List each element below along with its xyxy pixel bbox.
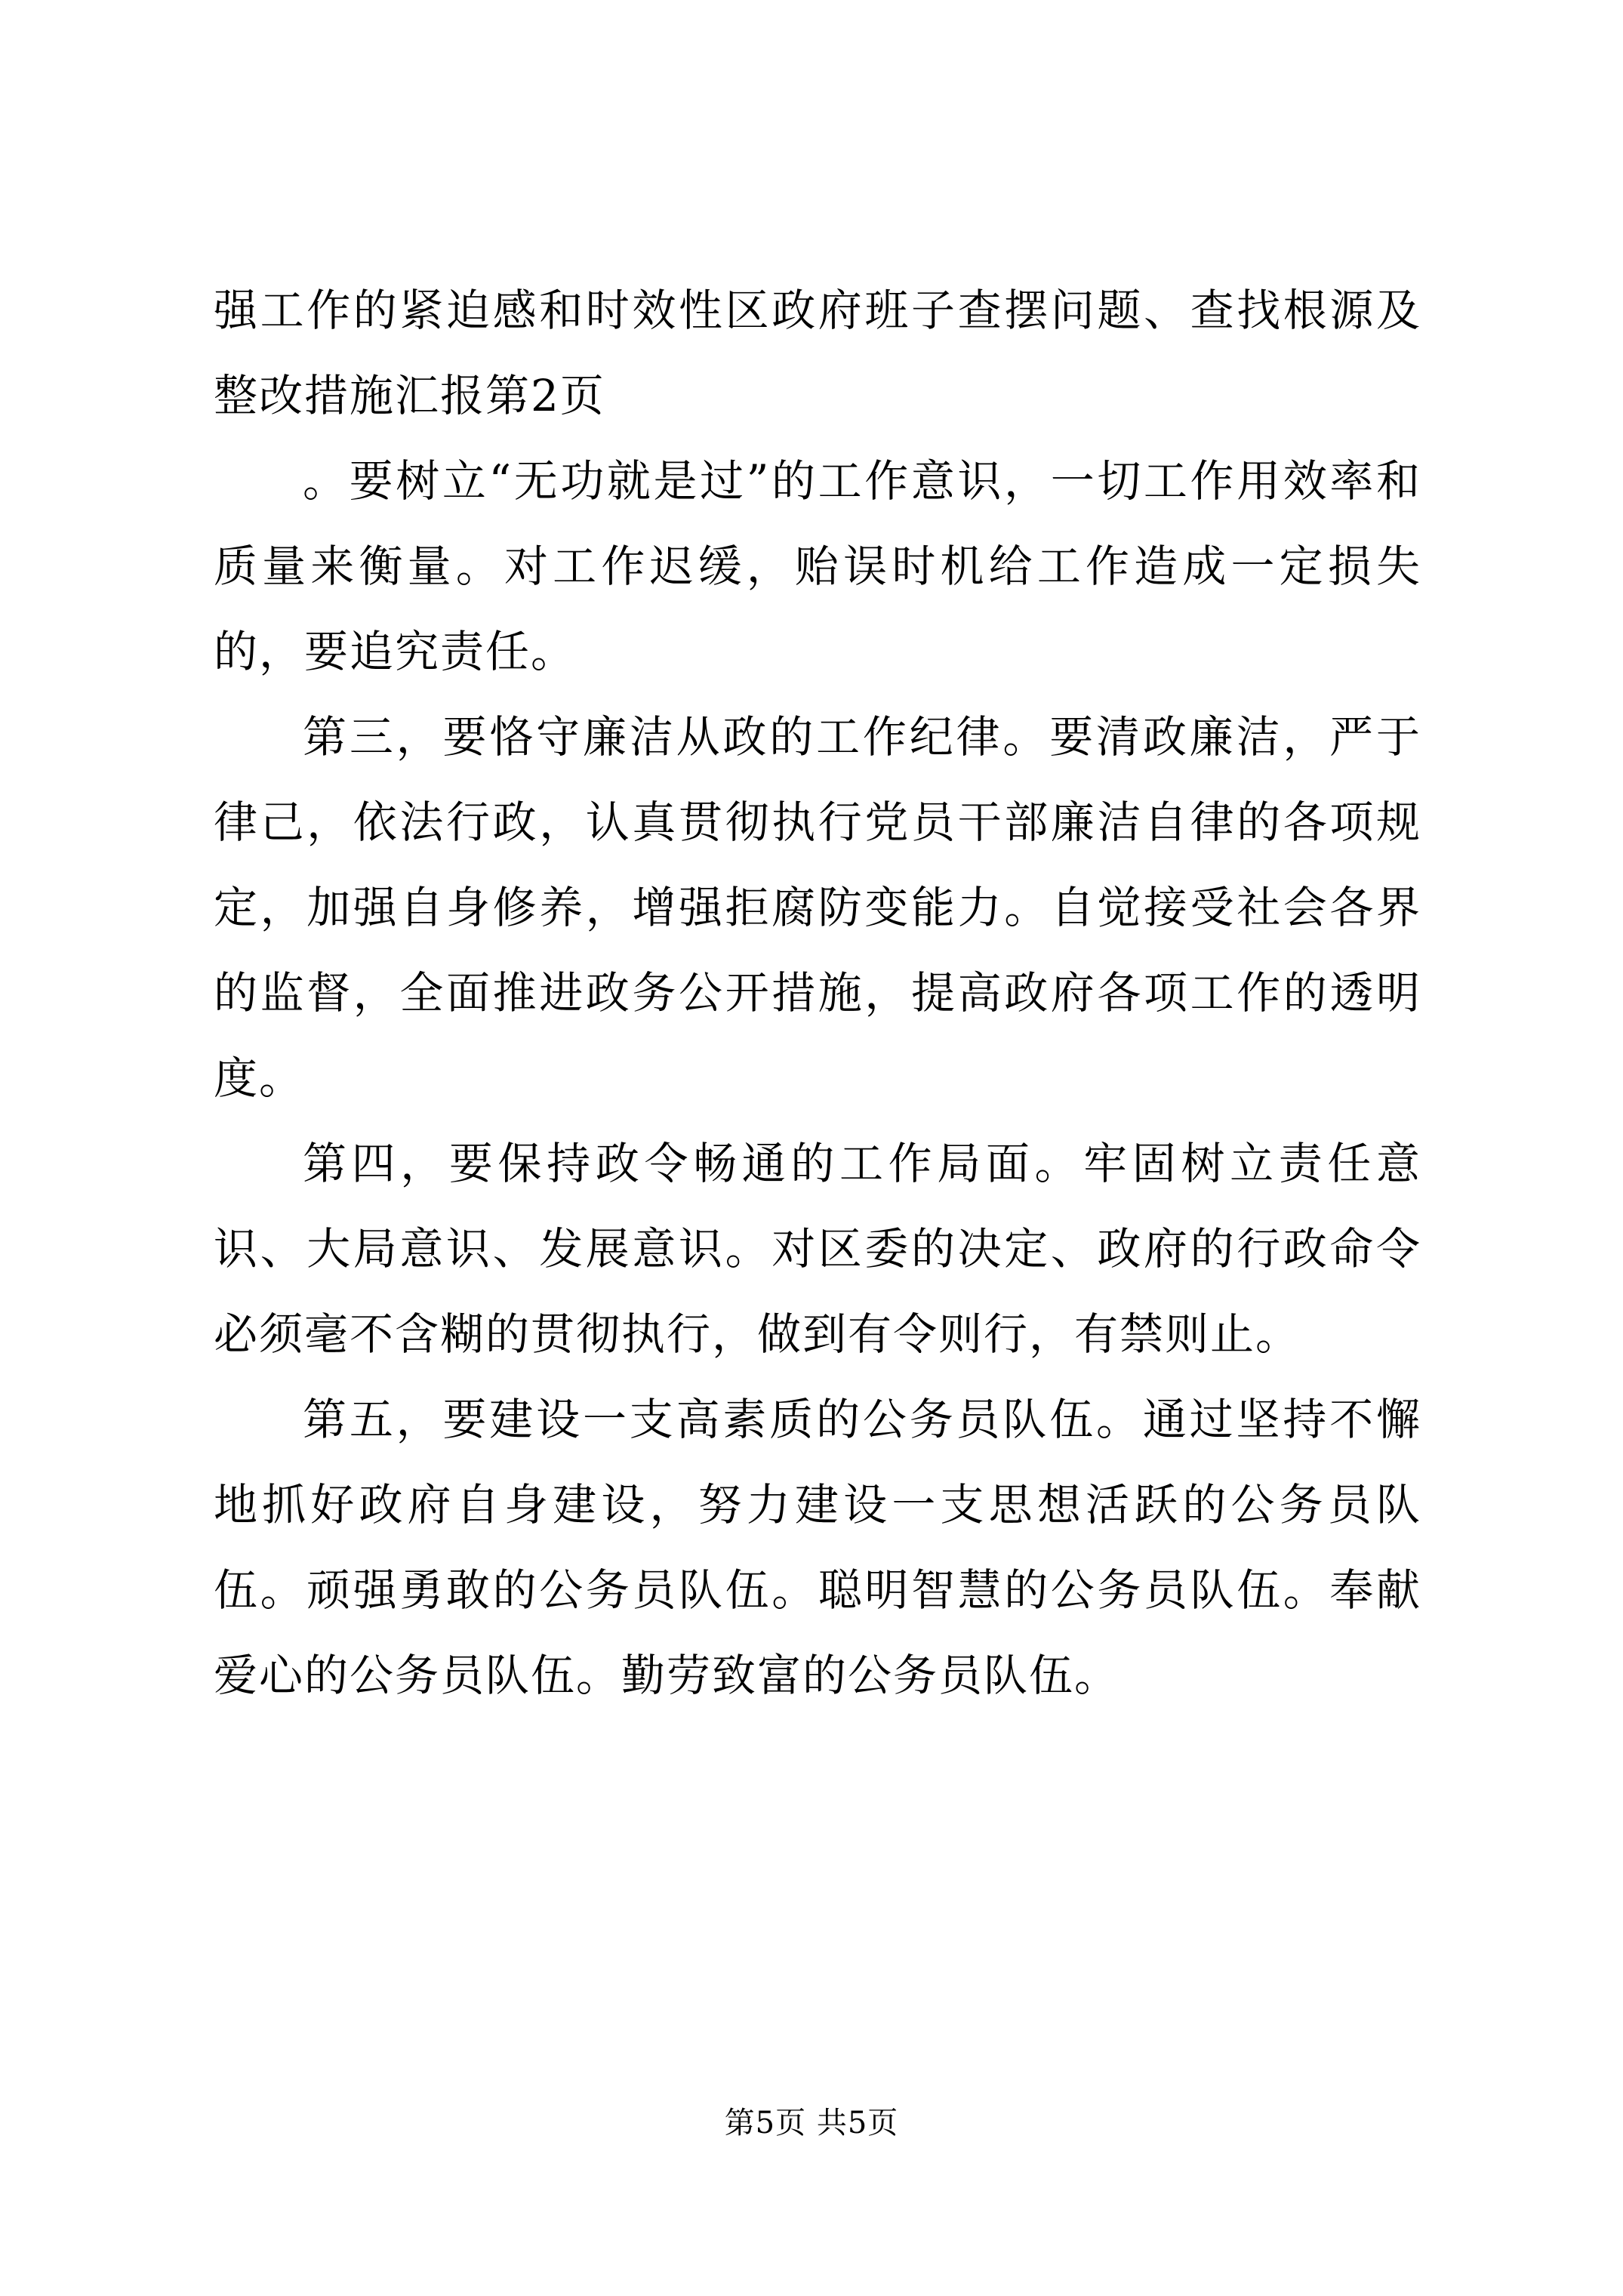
paragraph-3: 第三，要恪守廉洁从政的工作纪律。要清政廉洁，严于律己，依法行政，认真贯彻执行党员干部廉洁自律的各项规定，加强自身修养，增强拒腐防变能力。自觉接受社会各界的监督，全面推进政务公开措施，提高政府各项工作的透明度。 <box>214 711 1421 1104</box>
paragraph-5: 第五，要建设一支高素质的公务员队伍。通过坚持不懈地抓好政府自身建设，努力建设一支思想活跃的公务员队伍。顽强勇敢的公务员队伍。聪明智慧的公务员队伍。奉献爱心的公务员队伍。勤劳致富的公务员队伍。 <box>214 1394 1421 1701</box>
paragraph-2: 。要树立“无功就是过”的工作意识，一切工作用效率和质量来衡量。对工作迟缓，贻误时机给工作造成一定损失的，要追究责任。 <box>214 455 1421 677</box>
page-footer: 第5页 共5页 <box>724 2106 899 2140</box>
paragraph-1: 强工作的紧迫感和时效性区政府班子查摆问题、查找根源及整改措施汇报第2页 <box>214 285 1421 421</box>
paragraph-4: 第四，要保持政令畅通的工作局面。牢固树立责任意识、大局意识、发展意识。对区委的决定、政府的行政命令必须毫不含糊的贯彻执行，做到有令则行，有禁则止。 <box>214 1138 1421 1360</box>
document-body <box>214 268 1421 1718</box>
